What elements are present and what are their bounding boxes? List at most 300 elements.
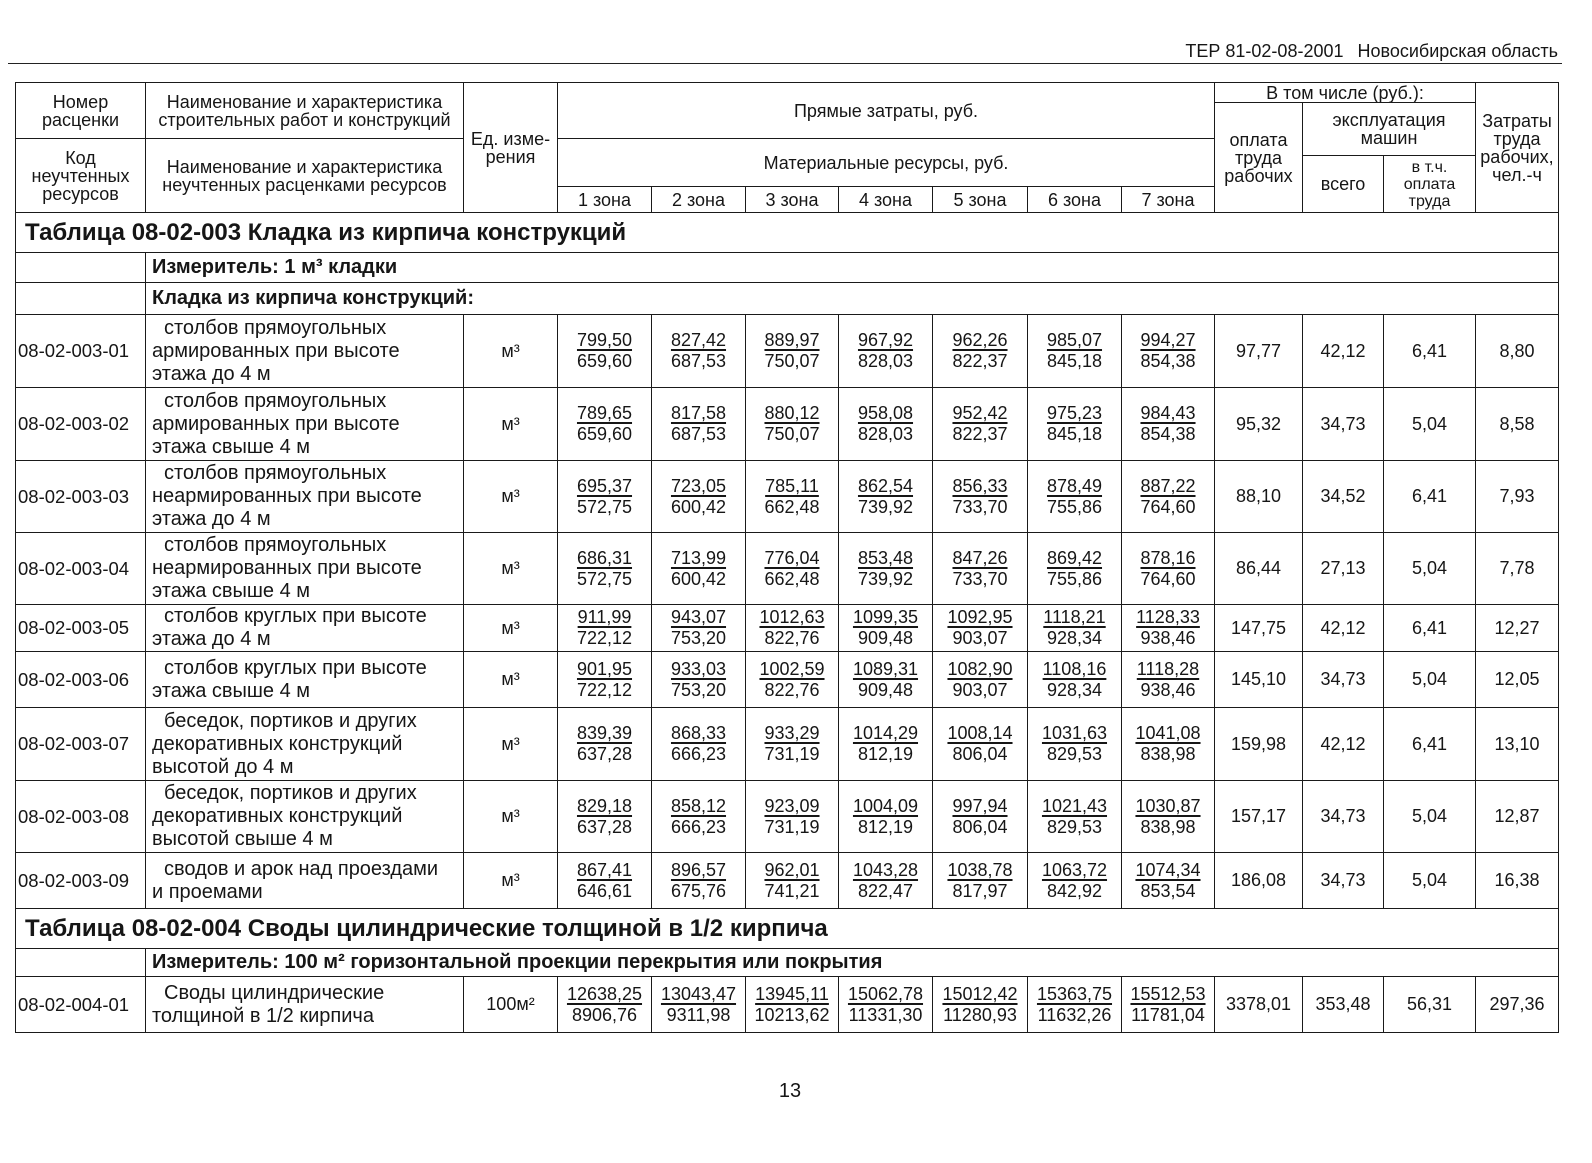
zone-price-cell bbox=[839, 652, 933, 708]
labor-hours: 297,36 bbox=[1476, 977, 1559, 1033]
machines-total: 34,73 bbox=[1303, 853, 1384, 909]
zone-price-cell bbox=[933, 533, 1028, 605]
direct-cost: 985,07 bbox=[1046, 330, 1103, 350]
direct-cost: 713,99 bbox=[670, 547, 727, 568]
machines-total: 42,12 bbox=[1303, 708, 1384, 781]
zone-price-cell bbox=[1122, 461, 1215, 533]
work-description-cell bbox=[146, 708, 464, 781]
zone-price-cell bbox=[652, 605, 746, 652]
zone-price-cell bbox=[1122, 708, 1215, 781]
labor-hours: 7,93 bbox=[1476, 461, 1559, 533]
zone-price-cell bbox=[1028, 388, 1122, 461]
zone-price-cell bbox=[1122, 388, 1215, 461]
material-cost: 812,19 bbox=[857, 816, 914, 837]
direct-cost: 952,42 bbox=[952, 403, 1008, 423]
labor-wages: 86,44 bbox=[1215, 533, 1303, 605]
material-cost: 666,23 bbox=[670, 744, 727, 764]
zone-price-cell bbox=[746, 388, 839, 461]
direct-cost: 1002,59 bbox=[759, 658, 825, 679]
including-header: В том числе (руб.): bbox=[1215, 83, 1476, 103]
material-cost: 909,48 bbox=[857, 679, 914, 700]
zone-price-cell bbox=[652, 781, 746, 853]
zone-price-cell bbox=[839, 605, 933, 652]
direct-cost: 901,95 bbox=[576, 658, 633, 679]
work-description-cell bbox=[146, 977, 464, 1033]
material-cost: 9311,98 bbox=[666, 1004, 731, 1025]
material-cost: 637,28 bbox=[576, 816, 633, 837]
material-cost: 928,34 bbox=[1046, 628, 1103, 648]
zone-price-cell bbox=[558, 853, 652, 909]
direct-cost: 817,58 bbox=[670, 403, 727, 423]
material-cost: 11781,04 bbox=[1131, 1004, 1205, 1025]
material-cost: 646,61 bbox=[576, 880, 633, 901]
labor-wages: 3378,01 bbox=[1215, 977, 1303, 1033]
zone-price-cell bbox=[933, 853, 1028, 909]
machines-wages: 5,04 bbox=[1384, 781, 1476, 853]
direct-cost: 776,04 bbox=[764, 547, 820, 568]
direct-cost: 896,57 bbox=[670, 859, 727, 880]
direct-cost: 994,27 bbox=[1140, 330, 1196, 350]
machines-total: 27,13 bbox=[1303, 533, 1384, 605]
work-description-cell bbox=[146, 652, 464, 708]
material-cost: 659,60 bbox=[576, 424, 633, 444]
zone-price-cell bbox=[1122, 652, 1215, 708]
direct-cost: 1118,21 bbox=[1043, 607, 1106, 627]
zone-price-cell bbox=[1028, 315, 1122, 388]
direct-cost: 933,03 bbox=[670, 658, 727, 679]
material-cost: 662,48 bbox=[764, 568, 820, 589]
zone-price-cell bbox=[652, 708, 746, 781]
labor-wages: 97,77 bbox=[1215, 315, 1303, 388]
direct-cost: 958,08 bbox=[857, 403, 914, 423]
work-description: столбов прямоугольных неармированных при высоте этажа до 4 м bbox=[152, 462, 422, 530]
work-description: Своды цилиндрические толщиной в 1/2 кирпича bbox=[152, 981, 385, 1027]
direct-cost: 785,11 bbox=[765, 475, 819, 496]
direct-cost: 686,31 bbox=[576, 547, 633, 568]
material-cost: 828,03 bbox=[857, 424, 914, 444]
material-cost: 822,76 bbox=[764, 679, 820, 700]
zone-price-cell bbox=[746, 533, 839, 605]
material-cost: 806,04 bbox=[952, 816, 1008, 837]
direct-cost: 1118,28 bbox=[1136, 658, 1200, 679]
zone-price-cell bbox=[839, 533, 933, 605]
work-description-cell bbox=[146, 533, 464, 605]
work-description: столбов прямоугольных армированных при высоте этажа свыше 4 м bbox=[152, 389, 400, 458]
material-cost: 764,60 bbox=[1140, 496, 1196, 517]
direct-cost: 799,50 bbox=[576, 330, 633, 350]
zone-price-cell bbox=[558, 652, 652, 708]
zone-price-cell bbox=[1028, 708, 1122, 781]
machines-total-header: всего bbox=[1303, 156, 1384, 213]
material-resources-header: Материальные ресурсы, руб. bbox=[558, 139, 1215, 187]
zone-price-cell bbox=[933, 388, 1028, 461]
empty-code-cell bbox=[16, 949, 146, 977]
material-cost: 764,60 bbox=[1140, 568, 1196, 589]
rate-code: 08-02-003-03 bbox=[16, 461, 146, 533]
machines-wages: 6,41 bbox=[1384, 605, 1476, 652]
zone-price-cell bbox=[933, 315, 1028, 388]
direct-cost: 1108,16 bbox=[1042, 658, 1107, 679]
header-rule bbox=[8, 63, 1562, 64]
work-description: столбов круглых при высоте этажа до 4 м bbox=[152, 605, 427, 650]
doc-code: ТЕР 81-02-08-2001 bbox=[1185, 41, 1344, 61]
material-cost: 938,46 bbox=[1140, 679, 1196, 700]
labor-wages: 157,17 bbox=[1215, 781, 1303, 853]
rate-code: 08-02-003-07 bbox=[16, 708, 146, 781]
material-cost: 600,42 bbox=[670, 496, 727, 517]
direct-cost: 1008,14 bbox=[947, 723, 1013, 743]
zone-price-cell bbox=[558, 461, 652, 533]
material-cost: 842,92 bbox=[1046, 880, 1103, 901]
direct-cost: 15363,75 bbox=[1036, 983, 1113, 1004]
direct-cost: 975,23 bbox=[1046, 403, 1103, 423]
direct-cost: 933,29 bbox=[764, 723, 820, 743]
work-description-cell bbox=[146, 781, 464, 853]
empty-code-cell bbox=[16, 253, 146, 283]
material-cost: 853,54 bbox=[1140, 880, 1196, 901]
material-cost: 753,20 bbox=[670, 679, 727, 700]
zone-price-cell bbox=[558, 708, 652, 781]
direct-cost: 1041,08 bbox=[1135, 723, 1201, 743]
zone-price-cell bbox=[746, 315, 839, 388]
labor-wages: 186,08 bbox=[1215, 853, 1303, 909]
unit-of-measure: м³ bbox=[464, 533, 558, 605]
zone-price-cell bbox=[839, 388, 933, 461]
zone-price-cell bbox=[558, 533, 652, 605]
material-cost: 845,18 bbox=[1046, 351, 1103, 371]
unit-of-measure: м³ bbox=[464, 605, 558, 652]
zone-price-cell bbox=[558, 315, 652, 388]
direct-cost: 1092,95 bbox=[947, 607, 1013, 627]
direct-cost: 962,01 bbox=[764, 859, 820, 880]
material-cost: 10213,62 bbox=[754, 1004, 830, 1025]
labor-wages: 145,10 bbox=[1215, 652, 1303, 708]
material-cost: 755,86 bbox=[1046, 496, 1103, 517]
zone-price-cell bbox=[933, 652, 1028, 708]
material-cost: 739,92 bbox=[857, 568, 914, 589]
machines-wages: 5,04 bbox=[1384, 853, 1476, 909]
direct-cost: 869,42 bbox=[1046, 547, 1103, 568]
zone-header: 1 зона bbox=[558, 187, 652, 213]
unit-of-measure: м³ bbox=[464, 781, 558, 853]
labor-hours: 12,27 bbox=[1476, 605, 1559, 652]
zone-price-cell bbox=[1122, 853, 1215, 909]
zone-price-cell bbox=[839, 461, 933, 533]
unit-header: Ед. изме-рения bbox=[464, 83, 558, 213]
material-cost: 659,60 bbox=[576, 351, 633, 371]
direct-cost: 984,43 bbox=[1140, 403, 1196, 423]
work-description: беседок, портиков и других декоративных конструкций высотой свыше 4 м bbox=[152, 782, 417, 850]
labor-hours: 8,80 bbox=[1476, 315, 1559, 388]
zone-price-cell bbox=[558, 977, 652, 1033]
machines-total: 34,73 bbox=[1303, 781, 1384, 853]
unit-of-measure: м³ bbox=[464, 461, 558, 533]
material-cost: 829,53 bbox=[1046, 816, 1103, 837]
direct-cost: 943,07 bbox=[670, 607, 727, 627]
material-cost: 722,12 bbox=[576, 628, 633, 648]
zone-price-cell bbox=[652, 652, 746, 708]
material-cost: 838,98 bbox=[1140, 744, 1196, 764]
zone-price-cell bbox=[1028, 977, 1122, 1033]
machines-total: 42,12 bbox=[1303, 605, 1384, 652]
unit-of-measure: м³ bbox=[464, 315, 558, 388]
labor-hours: 12,05 bbox=[1476, 652, 1559, 708]
zone-price-cell bbox=[746, 708, 839, 781]
zone-price-cell bbox=[746, 781, 839, 853]
zone-price-cell bbox=[652, 315, 746, 388]
material-cost: 687,53 bbox=[670, 351, 727, 371]
zone-price-cell bbox=[839, 781, 933, 853]
zone-price-cell bbox=[839, 708, 933, 781]
material-cost: 822,37 bbox=[952, 351, 1008, 371]
direct-cost: 829,18 bbox=[576, 795, 633, 816]
material-cost: 662,48 bbox=[764, 496, 820, 517]
labor-hours: 12,87 bbox=[1476, 781, 1559, 853]
machines-wages: 6,41 bbox=[1384, 708, 1476, 781]
direct-cost: 962,26 bbox=[952, 330, 1008, 350]
rate-code: 08-02-004-01 bbox=[16, 977, 146, 1033]
work-description: столбов круглых при высоте этажа свыше 4 м bbox=[152, 656, 427, 702]
machines-total: 353,48 bbox=[1303, 977, 1384, 1033]
material-cost: 675,76 bbox=[670, 880, 727, 901]
direct-cost: 1012,63 bbox=[759, 607, 825, 627]
direct-cost: 1030,87 bbox=[1135, 795, 1201, 816]
zone-header: 4 зона bbox=[839, 187, 933, 213]
direct-cost: 15062,78 bbox=[847, 983, 924, 1004]
direct-cost: 853,48 bbox=[857, 547, 914, 568]
zone-price-cell bbox=[652, 533, 746, 605]
zone-price-cell bbox=[746, 461, 839, 533]
machines-wages-header: в т.ч. оплата труда bbox=[1384, 156, 1476, 213]
work-description-cell bbox=[146, 315, 464, 388]
machines-wages: 5,04 bbox=[1384, 652, 1476, 708]
zone-price-cell bbox=[933, 708, 1028, 781]
material-cost: 822,37 bbox=[952, 424, 1008, 444]
material-cost: 806,04 bbox=[952, 744, 1008, 764]
zone-price-cell bbox=[558, 605, 652, 652]
material-cost: 903,07 bbox=[952, 679, 1008, 700]
direct-cost: 1031,63 bbox=[1041, 723, 1108, 743]
material-cost: 8906,76 bbox=[571, 1004, 638, 1025]
machines-wages: 5,04 bbox=[1384, 388, 1476, 461]
zone-price-cell bbox=[1122, 533, 1215, 605]
material-cost: 11280,93 bbox=[943, 1004, 1017, 1025]
direct-cost: 15512,53 bbox=[1130, 983, 1206, 1004]
direct-cost: 1082,90 bbox=[947, 658, 1013, 679]
material-cost: 822,47 bbox=[857, 880, 914, 901]
material-cost: 854,38 bbox=[1140, 424, 1196, 444]
material-cost: 739,92 bbox=[857, 496, 914, 517]
rate-code: 08-02-003-08 bbox=[16, 781, 146, 853]
material-cost: 572,75 bbox=[576, 496, 633, 517]
direct-cost: 967,92 bbox=[857, 330, 914, 350]
section-title: Таблица 08-02-003 Кладка из кирпича конструкций bbox=[16, 213, 1559, 253]
material-cost: 938,46 bbox=[1140, 628, 1196, 648]
zone-price-cell bbox=[839, 853, 933, 909]
work-name-header: Наименование и характеристика строительных работ и конструкций bbox=[146, 83, 464, 139]
zone-header: 3 зона bbox=[746, 187, 839, 213]
direct-cost: 862,54 bbox=[857, 475, 914, 496]
labor-wages: 88,10 bbox=[1215, 461, 1303, 533]
work-description: сводов и арок над проездами и проемами bbox=[152, 857, 439, 903]
zone-price-cell bbox=[1122, 315, 1215, 388]
machines-header: эксплуатация машин bbox=[1303, 103, 1476, 156]
unit-of-measure: м³ bbox=[464, 388, 558, 461]
direct-cost: 856,33 bbox=[952, 475, 1008, 496]
region-name: Новосибирская область bbox=[1357, 41, 1558, 61]
direct-cost: 887,22 bbox=[1140, 475, 1196, 496]
material-cost: 572,75 bbox=[576, 568, 633, 589]
zone-price-cell bbox=[1028, 652, 1122, 708]
direct-cost: 923,09 bbox=[764, 795, 820, 816]
direct-cost: 15012,42 bbox=[942, 983, 1018, 1004]
direct-cost: 880,12 bbox=[764, 403, 820, 423]
labor-wages: 147,75 bbox=[1215, 605, 1303, 652]
material-cost: 928,34 bbox=[1046, 679, 1103, 700]
zone-price-cell bbox=[1028, 781, 1122, 853]
zone-price-cell bbox=[652, 977, 746, 1033]
work-description: беседок, портиков и других декоративных конструкций высотой до 4 м bbox=[152, 709, 417, 778]
machines-total: 34,52 bbox=[1303, 461, 1384, 533]
material-cost: 822,76 bbox=[764, 628, 820, 648]
material-cost: 741,21 bbox=[764, 880, 820, 901]
direct-cost: 1004,09 bbox=[852, 795, 919, 816]
running-header bbox=[1185, 41, 1558, 61]
machines-wages: 56,31 bbox=[1384, 977, 1476, 1033]
labor-hours-header: Затраты труда рабочих, чел.-ч bbox=[1476, 83, 1559, 213]
resource-name-header: Наименование и характеристика неучтенных расценками ресурсов bbox=[146, 139, 464, 213]
direct-cost: 868,33 bbox=[670, 723, 727, 743]
material-cost: 731,19 bbox=[764, 744, 820, 764]
subsection-title: Кладка из кирпича конструкций: bbox=[146, 283, 1559, 315]
rate-code: 08-02-003-01 bbox=[16, 315, 146, 388]
zone-price-cell bbox=[558, 781, 652, 853]
material-cost: 845,18 bbox=[1046, 424, 1103, 444]
direct-cost: 695,37 bbox=[576, 475, 633, 496]
work-description-cell bbox=[146, 388, 464, 461]
material-cost: 722,12 bbox=[576, 679, 633, 700]
rate-code: 08-02-003-04 bbox=[16, 533, 146, 605]
machines-wages: 6,41 bbox=[1384, 315, 1476, 388]
work-description-cell bbox=[146, 605, 464, 652]
direct-cost: 1014,29 bbox=[852, 723, 919, 743]
direct-cost: 13043,47 bbox=[660, 983, 737, 1004]
zone-price-cell bbox=[652, 388, 746, 461]
zone-price-cell bbox=[652, 461, 746, 533]
direct-costs-header: Прямые затраты, руб. bbox=[558, 83, 1215, 139]
price-table bbox=[15, 82, 1559, 1033]
zone-price-cell bbox=[746, 977, 839, 1033]
direct-cost: 1038,78 bbox=[947, 859, 1013, 880]
zone-price-cell bbox=[558, 388, 652, 461]
direct-cost: 839,39 bbox=[576, 723, 633, 743]
zone-price-cell bbox=[1122, 605, 1215, 652]
machines-total: 34,73 bbox=[1303, 652, 1384, 708]
section-title: Таблица 08-02-004 Своды цилиндрические толщиной в 1/2 кирпича bbox=[16, 909, 1559, 949]
direct-cost: 1021,43 bbox=[1041, 795, 1108, 816]
zone-header: 6 зона bbox=[1028, 187, 1122, 213]
rate-number-header: Номер расценки bbox=[16, 83, 146, 139]
zone-price-cell bbox=[652, 853, 746, 909]
direct-cost: 1099,35 bbox=[852, 607, 919, 627]
unit-of-measure: м³ bbox=[464, 853, 558, 909]
direct-cost: 789,65 bbox=[576, 403, 633, 423]
direct-cost: 13945,11 bbox=[755, 983, 829, 1004]
zone-price-cell bbox=[746, 605, 839, 652]
zone-price-cell bbox=[933, 977, 1028, 1033]
zone-price-cell bbox=[933, 461, 1028, 533]
material-cost: 812,19 bbox=[857, 744, 914, 764]
direct-cost: 878,16 bbox=[1140, 547, 1196, 568]
zone-price-cell bbox=[933, 605, 1028, 652]
zone-price-cell bbox=[1028, 461, 1122, 533]
direct-cost: 1043,28 bbox=[852, 859, 919, 880]
zone-header: 7 зона bbox=[1122, 187, 1215, 213]
zone-price-cell bbox=[746, 652, 839, 708]
zone-price-cell bbox=[746, 853, 839, 909]
material-cost: 687,53 bbox=[670, 424, 727, 444]
material-cost: 733,70 bbox=[952, 496, 1008, 517]
direct-cost: 1074,34 bbox=[1135, 859, 1201, 880]
material-cost: 909,48 bbox=[857, 628, 914, 648]
material-cost: 600,42 bbox=[670, 568, 727, 589]
work-description-cell bbox=[146, 853, 464, 909]
zone-price-cell bbox=[839, 977, 933, 1033]
zone-price-cell bbox=[933, 781, 1028, 853]
work-description: столбов прямоугольных армированных при высоте этажа до 4 м bbox=[152, 316, 400, 385]
zone-header: 5 зона bbox=[933, 187, 1028, 213]
labor-wages: 159,98 bbox=[1215, 708, 1303, 781]
machines-wages: 6,41 bbox=[1384, 461, 1476, 533]
machines-total: 42,12 bbox=[1303, 315, 1384, 388]
zone-price-cell bbox=[839, 315, 933, 388]
material-cost: 854,38 bbox=[1140, 351, 1196, 371]
material-cost: 11331,30 bbox=[848, 1004, 923, 1025]
direct-cost: 867,41 bbox=[576, 859, 633, 880]
labor-wages: 95,32 bbox=[1215, 388, 1303, 461]
direct-cost: 827,42 bbox=[670, 330, 727, 350]
unit-of-measure: м³ bbox=[464, 652, 558, 708]
work-description: столбов прямоугольных неармированных при высоте этажа свыше 4 м bbox=[152, 534, 422, 602]
rate-code: 08-02-003-05 bbox=[16, 605, 146, 652]
measure-unit-label: Измеритель: 1 м³ кладки bbox=[146, 253, 1559, 283]
labor-hours: 7,78 bbox=[1476, 533, 1559, 605]
machines-wages: 5,04 bbox=[1384, 533, 1476, 605]
material-cost: 637,28 bbox=[576, 744, 633, 764]
labor-hours: 8,58 bbox=[1476, 388, 1559, 461]
direct-cost: 723,05 bbox=[670, 475, 727, 496]
zone-price-cell bbox=[1122, 781, 1215, 853]
material-cost: 750,07 bbox=[764, 424, 820, 444]
material-cost: 753,20 bbox=[670, 628, 727, 648]
labor-wages-header: оплата труда рабочих bbox=[1215, 103, 1303, 213]
zone-price-cell bbox=[1028, 533, 1122, 605]
page-number: 13 bbox=[778, 1080, 802, 1102]
zone-price-cell bbox=[1028, 853, 1122, 909]
direct-cost: 847,26 bbox=[952, 547, 1008, 568]
rate-code: 08-02-003-06 bbox=[16, 652, 146, 708]
direct-cost: 1089,31 bbox=[852, 658, 919, 679]
direct-cost: 889,97 bbox=[764, 330, 820, 350]
zone-price-cell bbox=[1028, 605, 1122, 652]
unit-of-measure: 100м² bbox=[464, 977, 558, 1033]
machines-total: 34,73 bbox=[1303, 388, 1384, 461]
material-cost: 838,98 bbox=[1140, 816, 1196, 837]
direct-cost: 911,99 bbox=[577, 607, 632, 627]
direct-cost: 12638,25 bbox=[566, 983, 643, 1004]
empty-code-cell bbox=[16, 283, 146, 315]
material-cost: 817,97 bbox=[952, 880, 1008, 901]
